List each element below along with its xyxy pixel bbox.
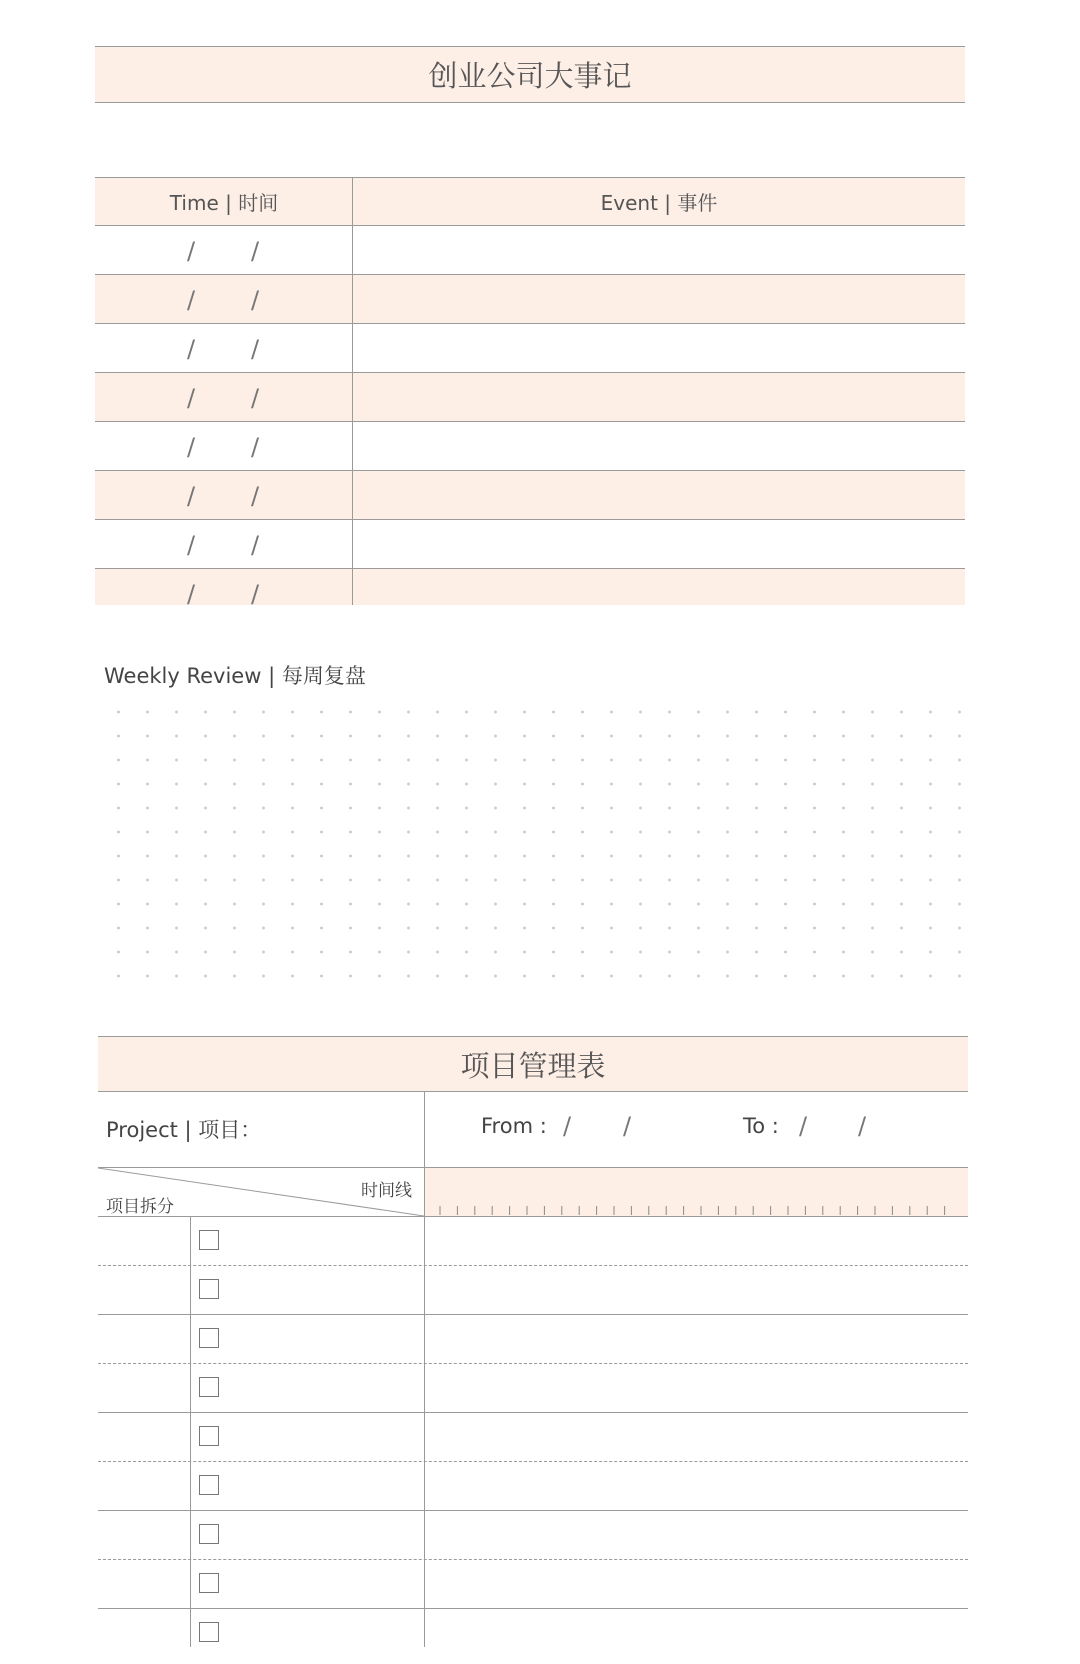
from-date-slash: / <box>563 1112 572 1140</box>
date-slash: / <box>251 482 260 510</box>
date-slash: / <box>187 384 196 412</box>
task-checkbox[interactable] <box>199 1377 219 1397</box>
task-row[interactable] <box>98 1413 968 1462</box>
split-header-divider <box>424 1168 425 1217</box>
milestone-row[interactable] <box>95 324 965 373</box>
task-row[interactable] <box>98 1217 968 1266</box>
date-slash: / <box>187 482 196 510</box>
date-slash: / <box>251 237 260 265</box>
task-row[interactable] <box>98 1315 968 1364</box>
date-slash: / <box>187 286 196 314</box>
task-row[interactable] <box>98 1462 968 1511</box>
date-slash: / <box>251 433 260 461</box>
task-checkbox[interactable] <box>199 1475 219 1495</box>
task-checkbox[interactable] <box>199 1524 219 1544</box>
date-slash: / <box>251 335 260 363</box>
project-info-row <box>98 1092 968 1168</box>
event-column-header: Event | 事件 <box>600 191 718 215</box>
split-header-row <box>98 1168 968 1217</box>
milestone-row[interactable] <box>95 373 965 422</box>
task-row[interactable] <box>98 1364 968 1413</box>
project-table-title: 项目管理表 <box>98 1036 968 1092</box>
to-label: To : <box>743 1114 779 1138</box>
milestone-row[interactable] <box>95 520 965 569</box>
task-row[interactable] <box>98 1511 968 1560</box>
milestone-row[interactable] <box>95 422 965 471</box>
project-task-grid <box>98 1217 968 1647</box>
milestone-table <box>95 177 965 605</box>
weekly-review-dot-grid[interactable] <box>104 700 976 988</box>
date-slash: / <box>251 286 260 314</box>
milestone-row[interactable] <box>95 471 965 520</box>
from-date-slash: / <box>623 1112 632 1140</box>
milestone-row[interactable] <box>95 569 965 605</box>
to-date-slash: / <box>799 1112 808 1140</box>
task-checkbox[interactable] <box>199 1230 219 1250</box>
project-label: Project | 项目： <box>106 1118 262 1142</box>
timeline-ticks <box>424 1168 968 1216</box>
milestone-row[interactable] <box>95 275 965 324</box>
date-slash: / <box>187 335 196 363</box>
milestones-title: 创业公司大事记 <box>95 46 965 103</box>
split-label: 项目拆分 <box>106 1197 174 1217</box>
date-slash: / <box>187 433 196 461</box>
from-label: From : <box>481 1114 547 1138</box>
milestone-table-header <box>95 177 965 226</box>
timeline-band <box>424 1168 968 1216</box>
project-row-divider <box>424 1092 425 1168</box>
date-slash: / <box>251 580 260 605</box>
date-slash: / <box>187 531 196 559</box>
date-slash: / <box>251 531 260 559</box>
timeline-column-divider <box>424 1217 425 1647</box>
task-row[interactable] <box>98 1560 968 1609</box>
task-checkbox[interactable] <box>199 1622 219 1642</box>
weekly-review-label: Weekly Review | 每周复盘 <box>104 664 366 688</box>
task-row[interactable] <box>98 1609 968 1647</box>
date-slash: / <box>187 580 196 605</box>
milestone-column-divider <box>352 177 353 605</box>
timeline-label: 时间线 <box>361 1181 412 1201</box>
date-slash: / <box>251 384 260 412</box>
task-row[interactable] <box>98 1266 968 1315</box>
milestone-row[interactable] <box>95 226 965 275</box>
task-checkbox[interactable] <box>199 1573 219 1593</box>
task-checkbox[interactable] <box>199 1328 219 1348</box>
time-column-header: Time | 时间 <box>169 191 279 215</box>
date-slash: / <box>187 237 196 265</box>
task-checkbox[interactable] <box>199 1279 219 1299</box>
task-column-divider <box>190 1217 191 1647</box>
to-date-slash: / <box>858 1112 867 1140</box>
task-checkbox[interactable] <box>199 1426 219 1446</box>
